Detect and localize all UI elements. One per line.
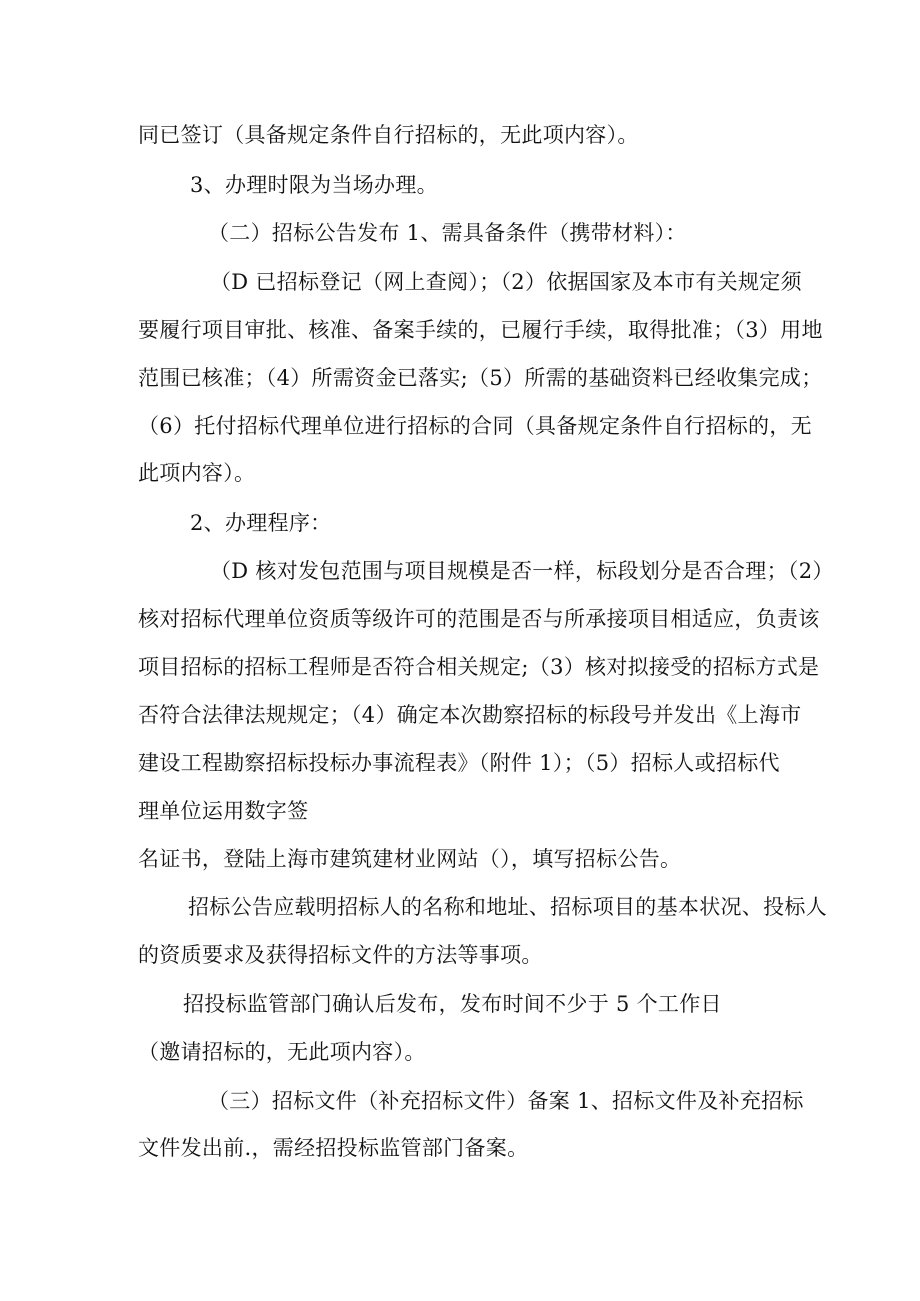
text-line: 项目招标的招标工程师是否符合相关规定;（3）核对拟接受的招标方式是 <box>138 655 820 679</box>
text-line: 名证书，登陆上海市建筑建材业网站（），填写招标公告。 <box>138 847 682 871</box>
text-line: （6）托付招标代理单位进行招标的合同（具备规定条件自行招标的，无 <box>138 414 812 438</box>
text-line: 范围已核准；（4）所需资金已落实;（5）所需的基础资料已经收集完成； <box>138 366 823 390</box>
text-line: （D 核对发包范围与项目规模是否一样，标段划分是否合理；（2） <box>210 559 834 583</box>
text-line: 同已签订（具备规定条件自行招标的，无此项内容）。 <box>138 123 639 147</box>
text-line: 此项内容）。 <box>138 461 256 485</box>
text-line: 要履行项目审批、核准、备案手续的，已履行手续，取得批准；（3）用地 <box>138 318 823 342</box>
text-line: （邀请招标的，无此项内容）。 <box>138 1040 426 1064</box>
text-line: 理单位运用数字签 <box>138 799 309 823</box>
text-line: 建设工程勘察招标投标办事流程表》（附件 1）；（5）招标人或招标代 <box>138 751 780 775</box>
text-line: （D 已招标登记（网上查阅）；（2）依据国家及本市有关规定须 <box>210 270 802 294</box>
text-line: （三）招标文件（补充招标文件）备案 1、招标文件及补充招标 <box>208 1089 804 1113</box>
text-line: 的资质要求及获得招标文件的方法等事项。 <box>138 943 543 967</box>
text-line: 2、办理程序： <box>190 511 332 535</box>
text-line: 文件发出前.，需经招投标监管部门备案。 <box>138 1136 529 1160</box>
text-line: 3、办理时限为当场办理。 <box>190 173 438 197</box>
text-line: 招标公告应载明招标人的名称和地址、招标项目的基本状况、投标人 <box>188 895 827 919</box>
text-line: （二）招标公告发布 1、需具备条件（携带材料）： <box>208 221 687 245</box>
text-line: 招投标监管部门确认后发布，发布时间不少于 5 个工作日 <box>183 992 722 1016</box>
text-line: 否符合法律法规规定；（4）确定本次勘察招标的标段号并发出《上海市 <box>138 703 802 727</box>
text-line: 核对招标代理单位资质等级许可的范围是否与所承接项目相适应，负责该 <box>138 607 820 631</box>
